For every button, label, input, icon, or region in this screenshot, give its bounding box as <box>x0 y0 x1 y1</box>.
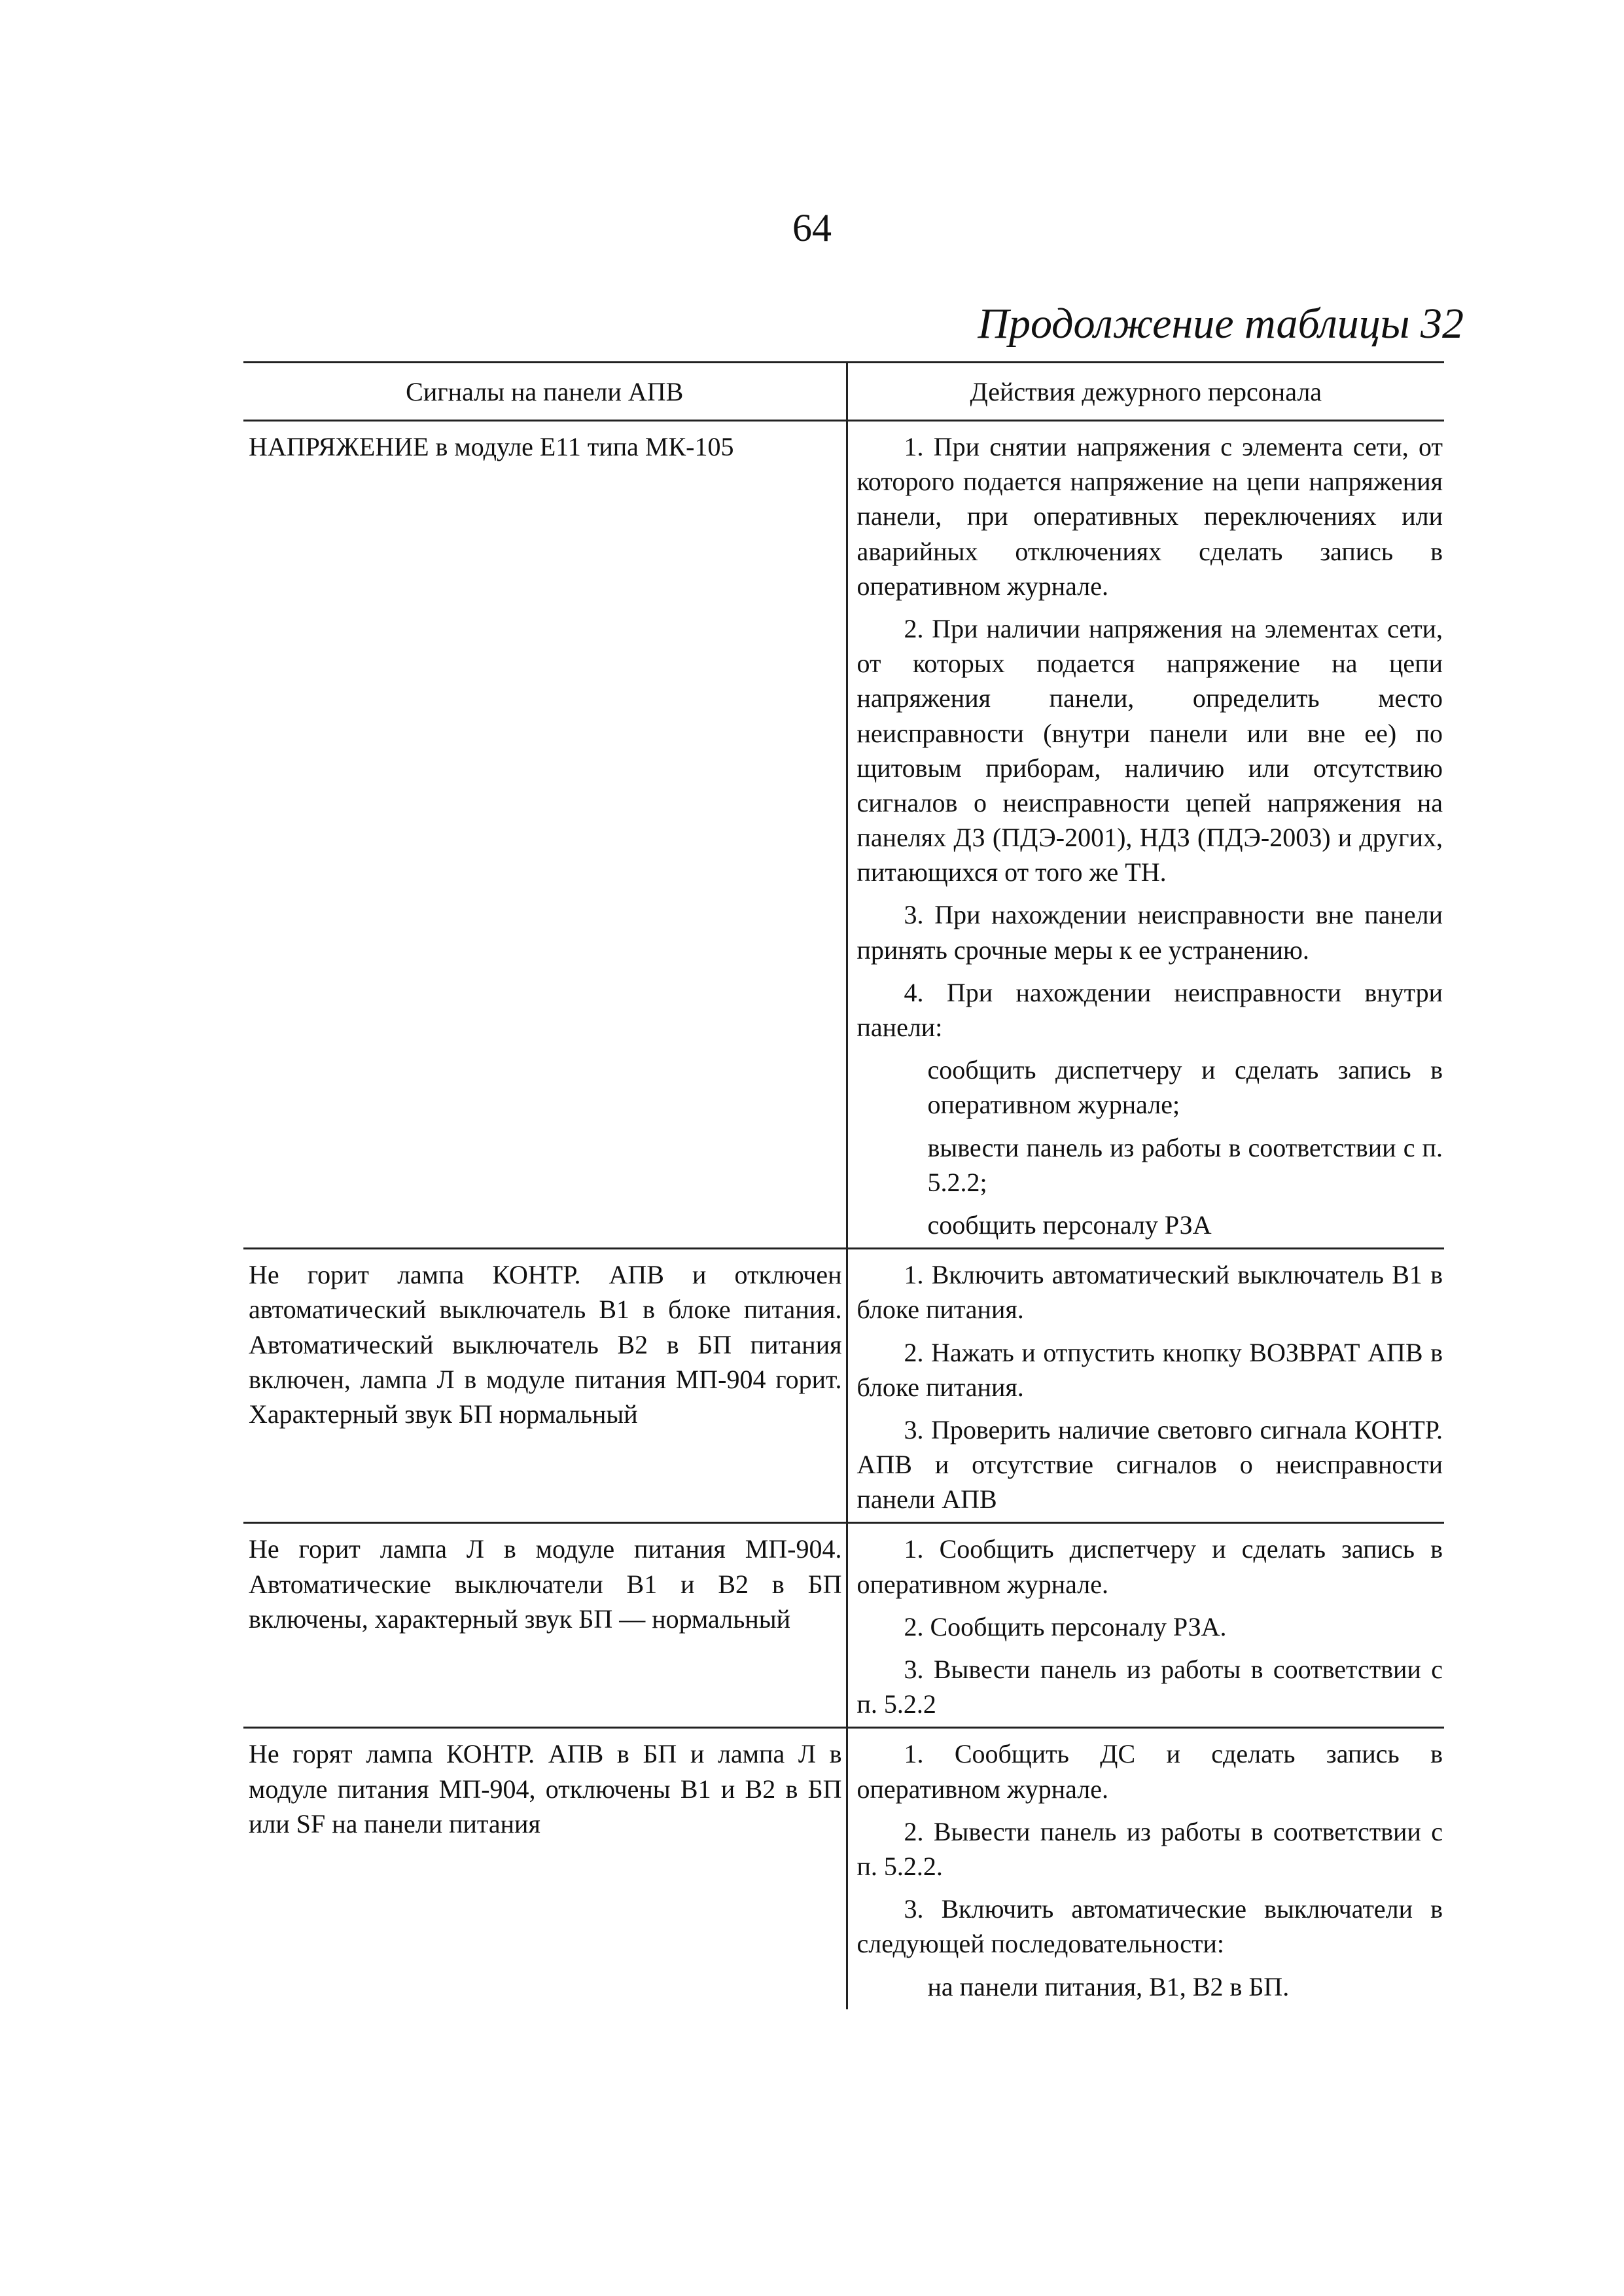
actions-cell <box>847 1249 1444 1523</box>
sub-action-item: на панели питания, В1, В2 в БП. <box>927 1971 1290 2001</box>
action-item: 1. Сообщить диспетчеру и сделать запись в оперативном журнале. <box>856 1534 1443 1599</box>
sub-action-item: вывести панель из работы в соответствии с п. 5.2.2; <box>927 1132 1443 1197</box>
action-item: 2. Нажать и отпустить кнопку ВОЗВРАТ АПВ в блоке питания. <box>856 1337 1443 1402</box>
table-caption: Продолжение таблицы 32 <box>978 300 1464 348</box>
actions-cell <box>847 1728 1444 2009</box>
table-row <box>243 421 1444 1249</box>
signal-cell <box>243 421 847 1249</box>
action-item: 3. Вывести панель из работы в соответствии с п. 5.2.2 <box>856 1655 1443 1719</box>
signal-text: Не горят лампа КОНТР. АПВ в БП и лампа Л в модуле питания МП-904, отключены В1 и В2 в БП или SF на панели питания <box>249 1739 842 1839</box>
header-signals: Сигналы на панели АПВ <box>243 363 847 421</box>
table-row <box>243 1523 1444 1728</box>
signal-text: Не горит лампа КОНТР. АПВ и отключен автоматический выключатель В1 в блоке питания. Автоматический выключатель В2 в БП питания включен, лампа Л в модуле питания МП-904 горит. Характерный звук БП нормальный <box>249 1260 842 1429</box>
action-item: 4. При нахождении неисправности внутри панели: <box>856 977 1443 1042</box>
instruction-table <box>243 361 1444 2009</box>
action-item: 3. Проверить наличие световго сигнала КОНТР. АПВ и отсутствие сигналов о неисправности панели АПВ <box>856 1414 1443 1515</box>
signal-cell <box>243 1249 847 1523</box>
table-row <box>243 1728 1444 2009</box>
header-actions: Действия дежурного персонала <box>847 363 1444 421</box>
action-item: 1. Включить автоматический выключатель В1 в блоке питания. <box>856 1260 1443 1325</box>
table-header-row <box>243 363 1444 421</box>
action-item: 2. Сообщить персоналу РЗА. <box>904 1611 1227 1641</box>
signal-cell <box>243 1523 847 1728</box>
action-item: 3. Включить автоматические выключатели в следующей последовательности: <box>856 1894 1443 1959</box>
action-item: 1. Сообщить ДС и сделать запись в оперативном журнале. <box>856 1739 1443 1804</box>
sub-action-item: сообщить персоналу РЗА <box>927 1210 1212 1240</box>
action-item: 3. При нахождении неисправности вне панели принять срочные меры к ее устранению. <box>856 900 1443 965</box>
signal-cell <box>243 1728 847 2009</box>
signal-text: Не горит лампа Л в модуле питания МП-904. Автоматические выключатели В1 и В2 в БП включены, характерный звук БП — нормальный <box>249 1534 842 1634</box>
sub-action-item: сообщить диспетчеру и сделать запись в оперативном журнале; <box>927 1055 1443 1120</box>
action-item: 1. При снятии напряжения с элемента сети, от которого подается напряжение на цепи напряжения панели, при оперативных переключениях или аварийных отключениях сделать запись в оперативном журнале. <box>856 432 1443 601</box>
table-row <box>243 1249 1444 1523</box>
action-item: 2. При наличии напряжения на элементах сети, от которых подается напряжение на цепи напряжения панели, определить место неисправности (внутри панели или вне ее) по щитовым приборам, наличию или отсутствию сигналов о неисправности цепей напряжения на панелях ДЗ (ПДЭ-2001), НДЗ (ПДЭ-2003) и других, питающихся от того же ТН. <box>856 613 1443 888</box>
action-item: 2. Вывести панель из работы в соответствии с п. 5.2.2. <box>856 1816 1443 1881</box>
instruction-table-container <box>243 361 1444 2009</box>
page-number: 64 <box>792 206 832 249</box>
actions-cell <box>847 1523 1444 1728</box>
signal-text: НАПРЯЖЕНИЕ в модуле Е11 типа МК-105 <box>249 432 734 461</box>
actions-cell <box>847 421 1444 1249</box>
